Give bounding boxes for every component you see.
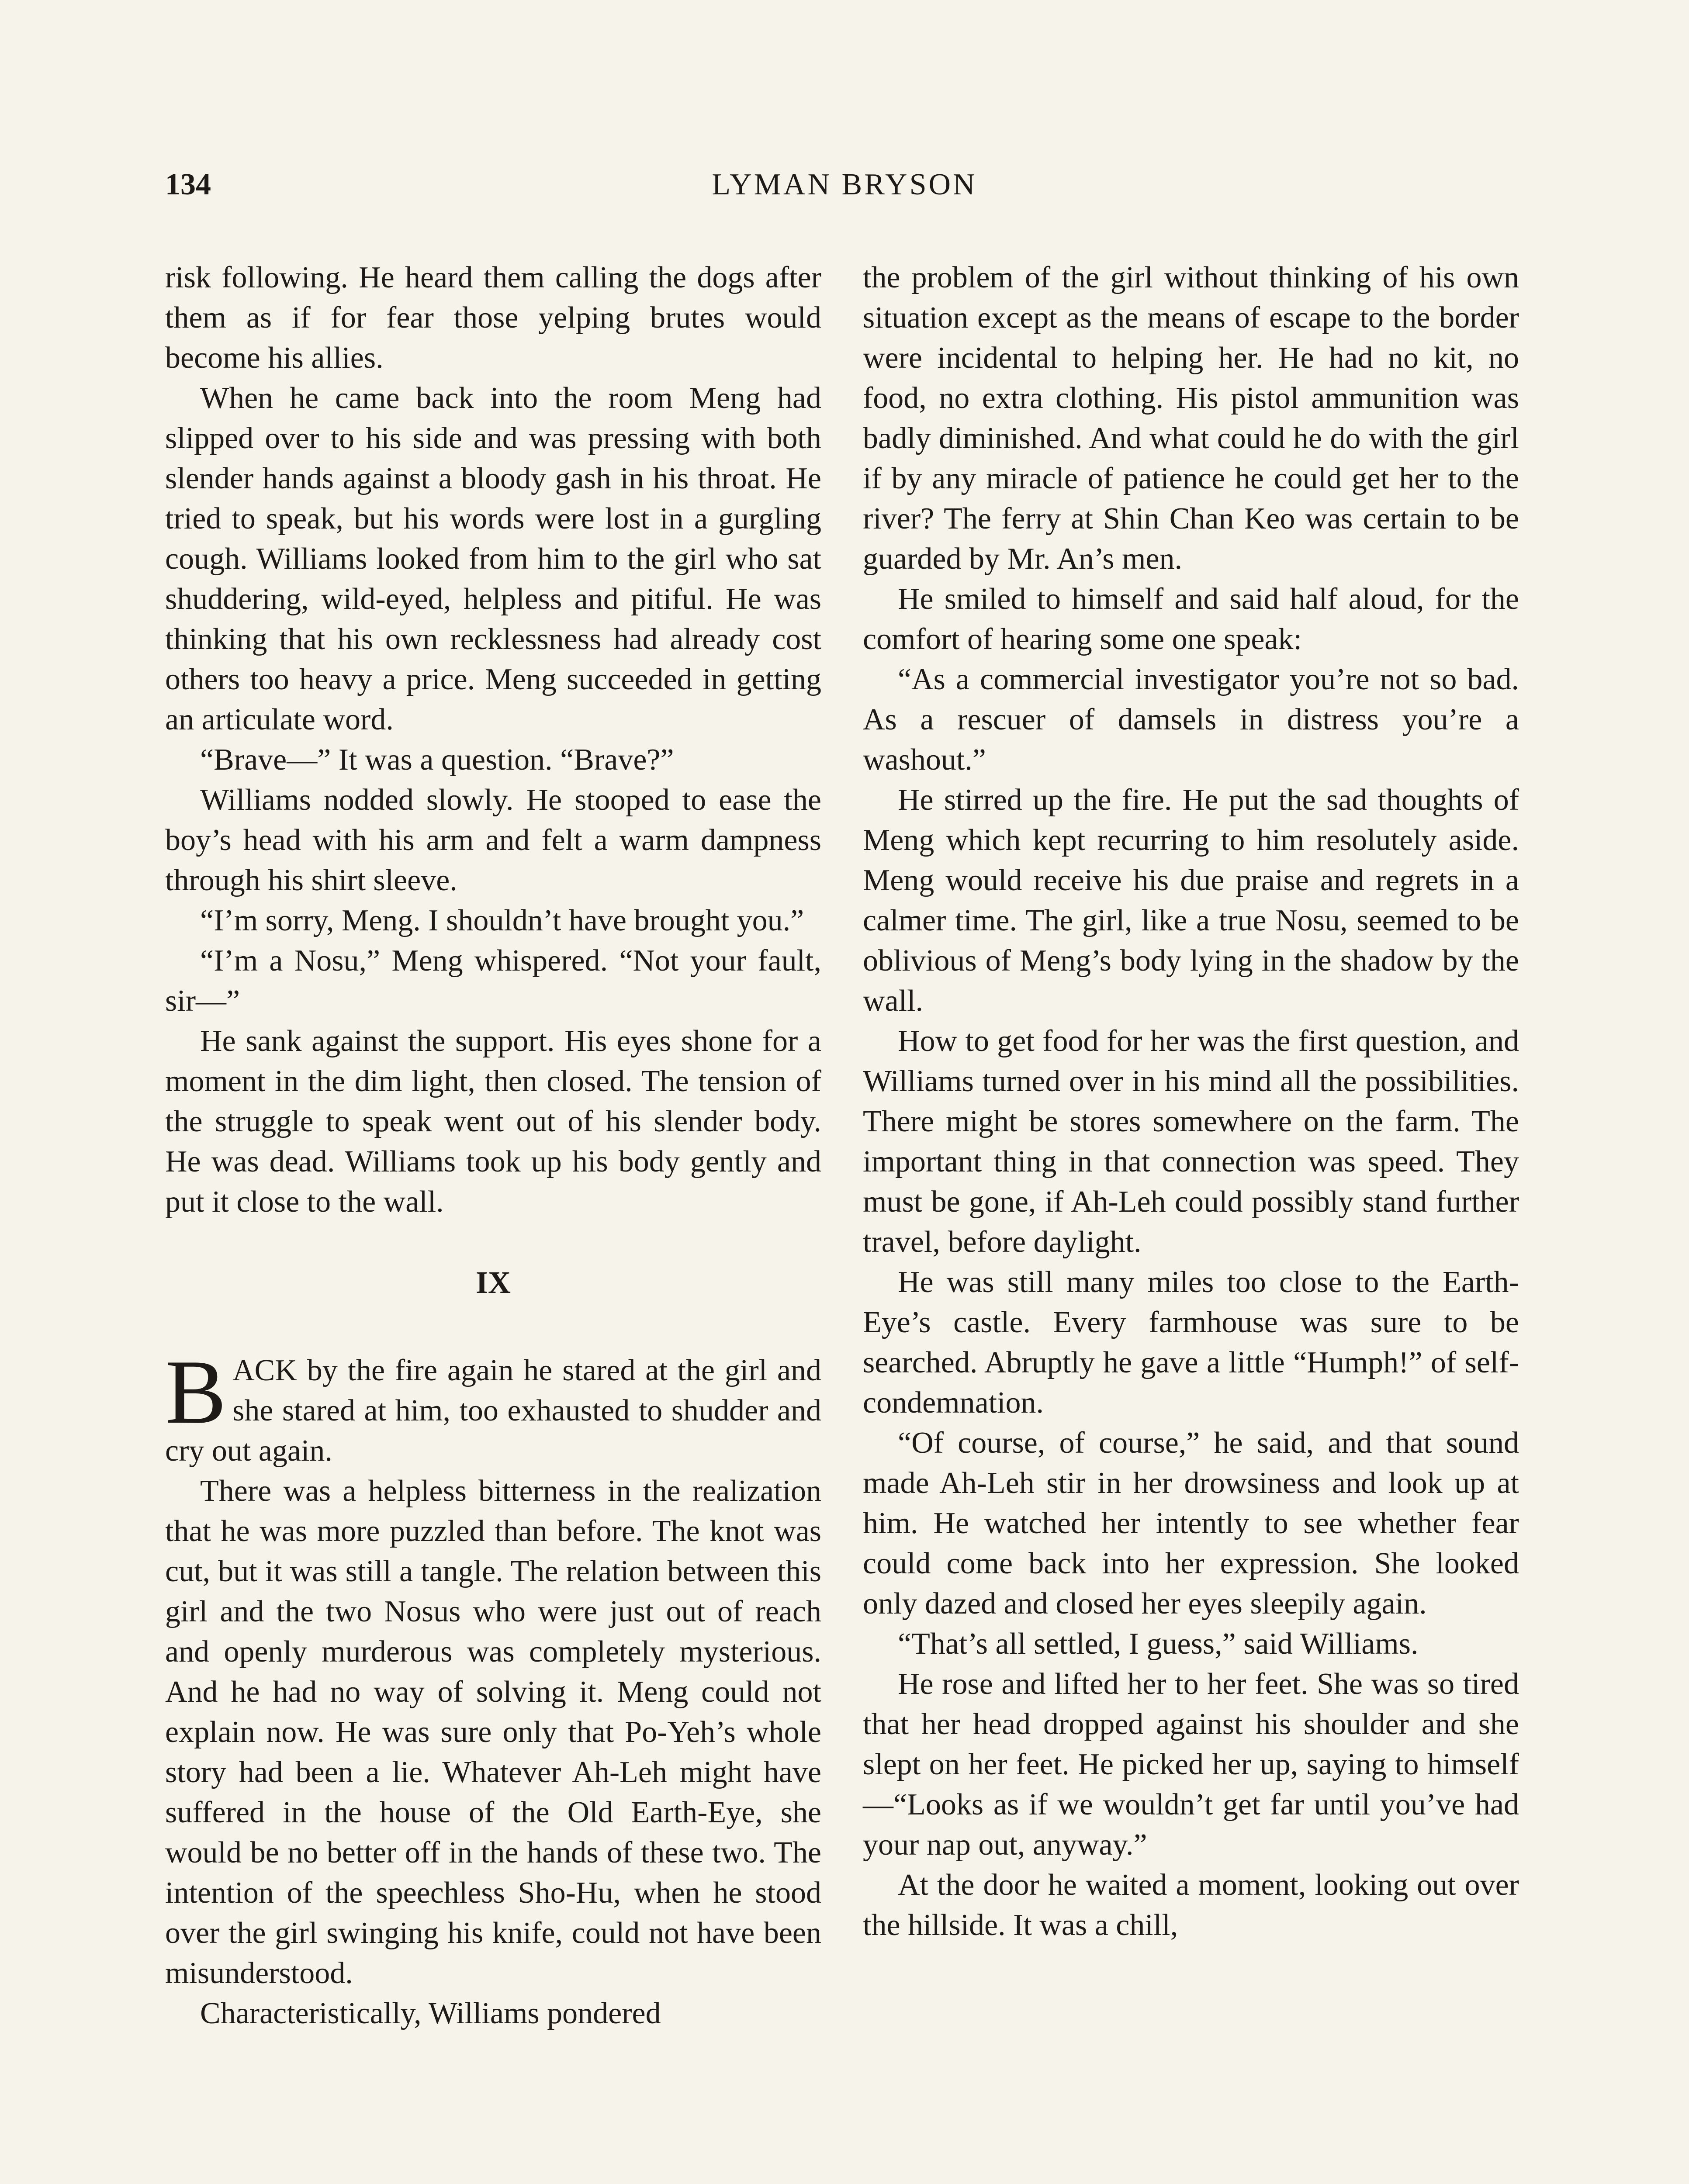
paragraph: “As a commercial investigator you’re not so bad. As a rescuer of damsels in distress you’re a washout.” — [863, 663, 1519, 777]
paragraph: He sank against the support. His eyes shone for a moment in the dim light, then closed. The tension of the struggle to speak went out of his slender body. He was dead. Williams took up his body gently and put it close to the wall. — [165, 1024, 821, 1219]
chapter-heading: IX — [475, 1265, 511, 1300]
left-column — [165, 258, 821, 2034]
paragraph: “Brave—” It was a question. “Brave?” — [200, 743, 674, 777]
running-head: LYMAN BRYSON — [712, 168, 977, 201]
paragraph: Williams nodded slowly. He stooped to ease the boy’s head with his arm and felt a warm dampness through his shirt sleeve. — [165, 783, 821, 897]
paragraph: risk following. He heard them calling the dogs after them as if for fear those yelping brutes would become his allies. — [165, 261, 821, 375]
paragraph: He was still many miles too close to the Earth-Eye’s castle. Every farmhouse was sure to be searched. Abruptly he gave a little “Humph!” of self-condemnation. — [863, 1265, 1519, 1420]
paragraph: “That’s all settled, I guess,” said Williams. — [898, 1627, 1419, 1661]
right-column — [863, 258, 1519, 1946]
paragraph: He smiled to himself and said half aloud, for the comfort of hearing some one speak: — [863, 582, 1519, 656]
paragraph: At the door he waited a moment, looking out over the hillside. It was a chill, — [863, 1868, 1519, 1942]
dropcap-text: ACK by the fire again he stared at the girl and she stared at him, too exhausted to shudder and cry out again. — [165, 1354, 821, 1468]
drop-cap: B — [165, 1341, 227, 1443]
page-number: 134 — [165, 168, 211, 201]
paragraph: “Of course, of course,” he said, and that sound made Ah-Leh stir in her drowsiness and look up at him. He watched her intently to see whether fear could come back into her expression. She looked only dazed and closed her eyes sleepily again. — [863, 1426, 1519, 1621]
dropcap-paragraph — [165, 1341, 821, 1471]
paragraph: “I’m sorry, Meng. I shouldn’t have brought you.” — [200, 904, 804, 937]
paragraph: How to get food for her was the first question, and Williams turned over in his mind all the possibilities. There might be stores somewhere on the farm. The important thing in that connection was speed. They must be gone, if Ah-Leh could possibly stand further travel, before daylight. — [863, 1024, 1519, 1259]
paragraph: When he came back into the room Meng had slipped over to his side and was pressing with both slender hands against a bloody gash in his throat. He tried to speak, but his words were lost in a gurgling cough. Williams looked from him to the girl who sat shuddering, wild-eyed, helpless and pitiful. He was thinking that his own recklessness had already cost others too heavy a price. Meng succeeded in getting an articulate word. — [165, 381, 821, 736]
paragraph: There was a helpless bitterness in the realization that he was more puzzled than before. The knot was cut, but it was still a tangle. The relation between this girl and the two Nosus who were just out of reach and openly murderous was completely mysterious. And he had no way of solving it. Meng could not explain now. He was sure only that Po-Yeh’s whole story had been a lie. Whatever Ah-Leh might have suffered in the house of the Old Earth-Eye, she would be no better off in the hands of these two. The intention of the speechless Sho-Hu, when he stood over the girl swinging his knife, could not have been misunderstood. — [165, 1474, 821, 1990]
paragraph: “I’m a Nosu,” Meng whispered. “Not your fault, sir—” — [165, 944, 821, 1018]
paragraph: the problem of the girl without thinking of his own situation except as the means of escape to the border were incidental to helping her. He had no kit, no food, no extra clothing. His pistol ammunition was badly diminished. And what could he do with the girl if by any miracle of patience he could get her to the river? The ferry at Shin Chan Keo was certain to be guarded by Mr. An’s men. — [863, 261, 1519, 576]
paragraph: He stirred up the fire. He put the sad thoughts of Meng which kept recurring to him resolutely aside. Meng would receive his due praise and regrets in a calmer time. The girl, like a true Nosu, seemed to be oblivious of Meng’s body lying in the shadow by the wall. — [863, 783, 1519, 1018]
paragraph: He rose and lifted her to her feet. She was so tired that her head dropped against his shoulder and she slept on her feet. He picked her up, saying to himself—“Looks as if we wouldn’t get far until you’ve had your nap out, anyway.” — [863, 1667, 1519, 1862]
paragraph: Characteristically, Williams pondered — [200, 1997, 661, 2030]
